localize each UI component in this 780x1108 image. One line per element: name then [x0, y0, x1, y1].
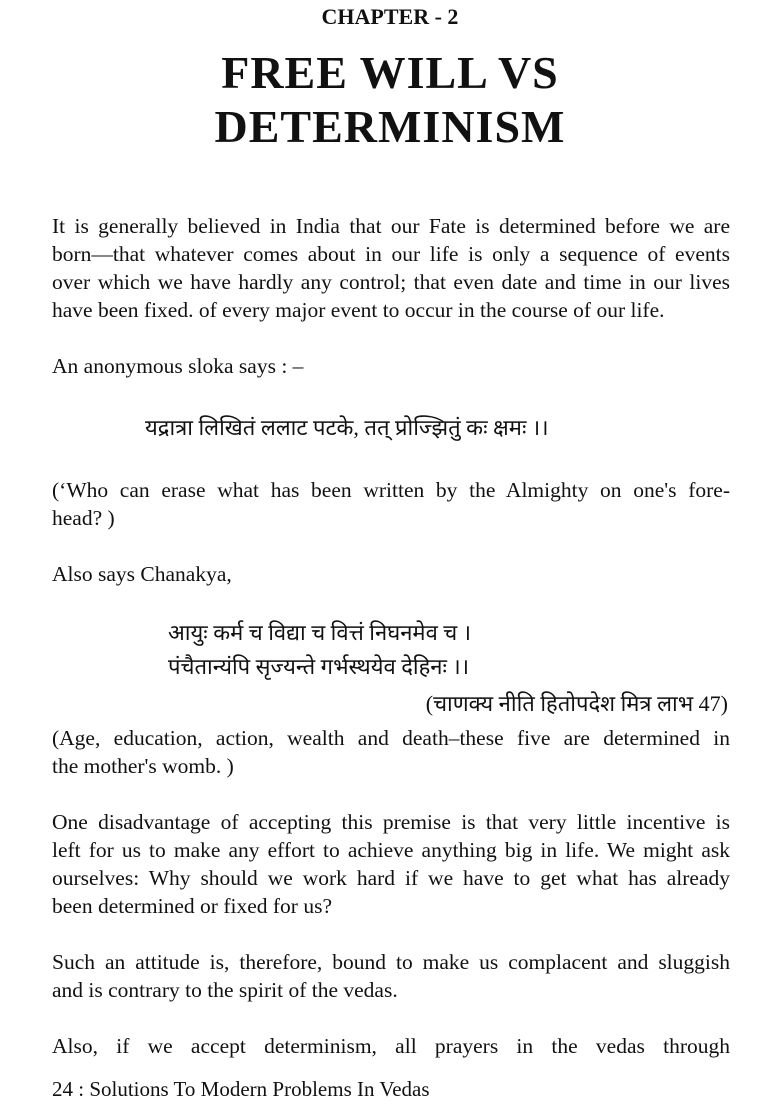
verse-translation [52, 724, 730, 780]
sloka-intro [52, 352, 730, 380]
verse-line-1: आयुः कर्म च विद्या च वित्तं निघनमेव च । [168, 620, 472, 645]
paragraph-1 [52, 212, 730, 324]
chapter-title-line-1: FREE WILL VS [221, 47, 559, 98]
text-line: the mother's womb. ) [52, 754, 234, 778]
text-line: head? ) [52, 506, 115, 530]
text-line: (‘Who can erase what has been written by the Almighty on one's fore- [52, 478, 730, 502]
text-line: over which we have hardly any control; that even date and time in our lives [52, 270, 730, 294]
text-line: left for us to make any effort to achieve anything big in life. We might ask [52, 838, 730, 862]
text-line: It is generally believed in India that our Fate is determined before we are [52, 214, 730, 238]
text-line: have been fixed. of every major event to occur in the course of our life. [52, 298, 665, 322]
verse-line-2: पंचैतान्यंपि सृज्यन्ते गर्भस्थयेव देहिनः ।। [168, 654, 470, 679]
text-line: ourselves: Why should we work hard if we have to get what has already [52, 866, 730, 890]
paragraph-3 [52, 948, 730, 1004]
text-line: been determined or fixed for us? [52, 894, 332, 918]
chapter-label: CHAPTER - 2 [321, 4, 459, 29]
paragraph-2 [52, 808, 730, 920]
text-line: One disadvantage of accepting this premise is that very little incentive is [52, 810, 730, 834]
text-line: and is contrary to the spirit of the vedas. [52, 978, 398, 1002]
text-line: Such an attitude is, therefore, bound to make us complacent and sluggish [52, 950, 730, 974]
text-line: born—that whatever comes about in our life is only a sequence of events [52, 242, 730, 266]
chanakya-intro [52, 560, 730, 588]
page-footer: 24 : Solutions To Modern Problems In Vedas [52, 1077, 430, 1101]
text-line: Also, if we accept determinism, all prayers in the vedas through [52, 1034, 730, 1058]
sloka-translation [52, 476, 730, 532]
text-line: (Age, education, action, wealth and death–these five are determined in [52, 726, 730, 750]
chapter-title-line-2: DETERMINISM [214, 101, 566, 152]
paragraph-4 [52, 1032, 730, 1060]
text-line: Also says Chanakya, [52, 562, 232, 586]
text-line: An anonymous sloka says : – [52, 354, 304, 378]
verse-source: (चाणक्य नीति हितोपदेश मित्र लाभ 47) [425, 691, 728, 716]
sanskrit-sloka: यद्रात्रा लिखितं ललाट पटके, तत् प्रोज्झितुं कः क्षमः ।। [145, 415, 549, 440]
